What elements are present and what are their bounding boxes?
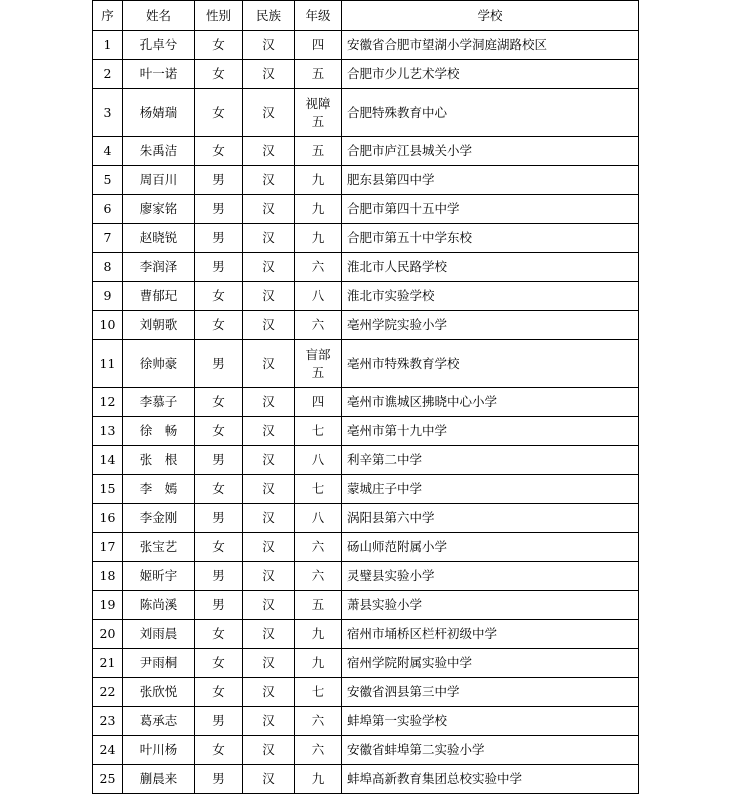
cell-school: 宿州市埇桥区栏杆初级中学: [342, 620, 639, 649]
cell-name: 叶一诺: [123, 60, 195, 89]
cell-ethnicity: 汉: [243, 388, 295, 417]
cell-ethnicity: 汉: [243, 137, 295, 166]
cell-grade: 九: [295, 224, 342, 253]
header-school: 学校: [342, 1, 639, 31]
cell-school: 亳州学院实验小学: [342, 311, 639, 340]
cell-no: 17: [93, 533, 123, 562]
cell-no: 2: [93, 60, 123, 89]
cell-ethnicity: 汉: [243, 765, 295, 794]
cell-no: 23: [93, 707, 123, 736]
header-no: 序: [93, 1, 123, 31]
cell-gender: 女: [195, 31, 243, 60]
cell-school: 安徽省泗县第三中学: [342, 678, 639, 707]
table-row: [93, 166, 639, 195]
table-row: [93, 31, 639, 60]
cell-no: 1: [93, 31, 123, 60]
cell-ethnicity: 汉: [243, 224, 295, 253]
cell-no: 15: [93, 475, 123, 504]
cell-grade: 四: [295, 31, 342, 60]
cell-grade: 视障 五: [295, 89, 342, 137]
cell-gender: 男: [195, 195, 243, 224]
cell-gender: 女: [195, 60, 243, 89]
cell-gender: 男: [195, 707, 243, 736]
header-gender: 性别: [195, 1, 243, 31]
cell-school: 蚌埠第一实验学校: [342, 707, 639, 736]
cell-no: 9: [93, 282, 123, 311]
cell-gender: 男: [195, 504, 243, 533]
cell-no: 7: [93, 224, 123, 253]
table-row: [93, 340, 639, 388]
cell-gender: 女: [195, 736, 243, 765]
cell-no: 6: [93, 195, 123, 224]
cell-grade: 九: [295, 765, 342, 794]
cell-no: 20: [93, 620, 123, 649]
cell-grade: 四: [295, 388, 342, 417]
cell-name: 张宝艺: [123, 533, 195, 562]
cell-ethnicity: 汉: [243, 707, 295, 736]
cell-ethnicity: 汉: [243, 31, 295, 60]
cell-name: 杨婧瑞: [123, 89, 195, 137]
cell-grade: 六: [295, 533, 342, 562]
cell-gender: 女: [195, 311, 243, 340]
cell-gender: 男: [195, 765, 243, 794]
cell-no: 13: [93, 417, 123, 446]
cell-no: 14: [93, 446, 123, 475]
cell-school: 安徽省蚌埠第二实验小学: [342, 736, 639, 765]
cell-grade: 八: [295, 504, 342, 533]
cell-grade: 盲部 五: [295, 340, 342, 388]
cell-name: 廖家铭: [123, 195, 195, 224]
cell-school: 砀山师范附属小学: [342, 533, 639, 562]
cell-grade: 七: [295, 417, 342, 446]
cell-no: 11: [93, 340, 123, 388]
cell-grade: 九: [295, 620, 342, 649]
cell-name: 徐 畅: [123, 417, 195, 446]
cell-no: 10: [93, 311, 123, 340]
cell-no: 25: [93, 765, 123, 794]
cell-no: 22: [93, 678, 123, 707]
table-row: [93, 707, 639, 736]
cell-ethnicity: 汉: [243, 282, 295, 311]
cell-grade: 七: [295, 678, 342, 707]
cell-name: 赵晓锐: [123, 224, 195, 253]
cell-school: 合肥市第四十五中学: [342, 195, 639, 224]
cell-no: 19: [93, 591, 123, 620]
cell-ethnicity: 汉: [243, 340, 295, 388]
cell-name: 张 根: [123, 446, 195, 475]
header-grade: 年级: [295, 1, 342, 31]
cell-school: 宿州学院附属实验中学: [342, 649, 639, 678]
cell-no: 3: [93, 89, 123, 137]
cell-no: 8: [93, 253, 123, 282]
table-row: [93, 475, 639, 504]
cell-ethnicity: 汉: [243, 649, 295, 678]
table-row: [93, 649, 639, 678]
cell-grade: 八: [295, 282, 342, 311]
cell-name: 刘雨晨: [123, 620, 195, 649]
table-row: [93, 591, 639, 620]
table-row: [93, 253, 639, 282]
cell-gender: 女: [195, 282, 243, 311]
cell-gender: 男: [195, 446, 243, 475]
table-row: [93, 224, 639, 253]
table-row: [93, 620, 639, 649]
cell-gender: 男: [195, 562, 243, 591]
cell-school: 肥东县第四中学: [342, 166, 639, 195]
cell-name: 张欣悦: [123, 678, 195, 707]
cell-ethnicity: 汉: [243, 311, 295, 340]
cell-school: 安徽省合肥市望湖小学洞庭湖路校区: [342, 31, 639, 60]
cell-ethnicity: 汉: [243, 446, 295, 475]
cell-school: 蒙城庄子中学: [342, 475, 639, 504]
cell-gender: 男: [195, 253, 243, 282]
table-row: [93, 765, 639, 794]
cell-school: 淮北市实验学校: [342, 282, 639, 311]
cell-grade: 九: [295, 166, 342, 195]
cell-grade: 七: [295, 475, 342, 504]
cell-no: 21: [93, 649, 123, 678]
cell-school: 合肥市第五十中学东校: [342, 224, 639, 253]
cell-gender: 男: [195, 166, 243, 195]
cell-school: 合肥市少儿艺术学校: [342, 60, 639, 89]
cell-name: 李 嫣: [123, 475, 195, 504]
cell-school: 淮北市人民路学校: [342, 253, 639, 282]
cell-ethnicity: 汉: [243, 475, 295, 504]
cell-name: 刘朝歌: [123, 311, 195, 340]
cell-name: 葛承志: [123, 707, 195, 736]
cell-ethnicity: 汉: [243, 678, 295, 707]
cell-school: 利辛第二中学: [342, 446, 639, 475]
cell-gender: 女: [195, 620, 243, 649]
table-row: [93, 388, 639, 417]
cell-school: 亳州市第十九中学: [342, 417, 639, 446]
cell-ethnicity: 汉: [243, 591, 295, 620]
cell-grade: 六: [295, 253, 342, 282]
cell-gender: 女: [195, 89, 243, 137]
cell-gender: 女: [195, 388, 243, 417]
cell-school: 涡阳县第六中学: [342, 504, 639, 533]
cell-ethnicity: 汉: [243, 504, 295, 533]
cell-grade: 九: [295, 649, 342, 678]
cell-ethnicity: 汉: [243, 195, 295, 224]
table-row: [93, 89, 639, 137]
table-row: [93, 533, 639, 562]
table-row: [93, 678, 639, 707]
table-row: [93, 137, 639, 166]
cell-school: 亳州市谯城区拂晓中心小学: [342, 388, 639, 417]
cell-ethnicity: 汉: [243, 60, 295, 89]
cell-name: 叶川杨: [123, 736, 195, 765]
cell-ethnicity: 汉: [243, 417, 295, 446]
cell-name: 朱禹洁: [123, 137, 195, 166]
cell-no: 12: [93, 388, 123, 417]
cell-ethnicity: 汉: [243, 736, 295, 765]
cell-name: 徐帅豪: [123, 340, 195, 388]
table-row: [93, 311, 639, 340]
cell-school: 灵璧县实验小学: [342, 562, 639, 591]
cell-no: 4: [93, 137, 123, 166]
cell-gender: 男: [195, 591, 243, 620]
table-row: [93, 60, 639, 89]
cell-name: 姬昕宇: [123, 562, 195, 591]
cell-school: 亳州市特殊教育学校: [342, 340, 639, 388]
cell-grade: 九: [295, 195, 342, 224]
table-row: [93, 195, 639, 224]
cell-ethnicity: 汉: [243, 620, 295, 649]
cell-school: 蚌埠高新教育集团总校实验中学: [342, 765, 639, 794]
cell-grade: 五: [295, 60, 342, 89]
table-header-row: [93, 1, 639, 31]
cell-no: 24: [93, 736, 123, 765]
cell-name: 曹郁玘: [123, 282, 195, 311]
cell-grade: 六: [295, 736, 342, 765]
cell-gender: 女: [195, 417, 243, 446]
cell-name: 李金刚: [123, 504, 195, 533]
table-row: [93, 282, 639, 311]
cell-ethnicity: 汉: [243, 166, 295, 195]
cell-ethnicity: 汉: [243, 562, 295, 591]
cell-gender: 女: [195, 475, 243, 504]
table-row: [93, 562, 639, 591]
header-name: 姓名: [123, 1, 195, 31]
cell-grade: 六: [295, 562, 342, 591]
cell-name: 尹雨桐: [123, 649, 195, 678]
cell-ethnicity: 汉: [243, 533, 295, 562]
cell-school: 合肥特殊教育中心: [342, 89, 639, 137]
header-ethnicity: 民族: [243, 1, 295, 31]
table-row: [93, 504, 639, 533]
cell-name: 孔卓兮: [123, 31, 195, 60]
cell-grade: 八: [295, 446, 342, 475]
cell-gender: 男: [195, 340, 243, 388]
table-row: [93, 417, 639, 446]
cell-gender: 女: [195, 649, 243, 678]
cell-name: 陈尚溪: [123, 591, 195, 620]
cell-gender: 女: [195, 678, 243, 707]
cell-school: 萧县实验小学: [342, 591, 639, 620]
table-row: [93, 446, 639, 475]
cell-name: 李慕子: [123, 388, 195, 417]
cell-grade: 五: [295, 137, 342, 166]
table-body: [93, 31, 639, 794]
cell-name: 蒯晨来: [123, 765, 195, 794]
cell-gender: 女: [195, 533, 243, 562]
cell-grade: 六: [295, 707, 342, 736]
cell-name: 周百川: [123, 166, 195, 195]
cell-no: 18: [93, 562, 123, 591]
cell-gender: 女: [195, 137, 243, 166]
cell-name: 李润泽: [123, 253, 195, 282]
cell-no: 5: [93, 166, 123, 195]
cell-grade: 五: [295, 591, 342, 620]
cell-grade: 六: [295, 311, 342, 340]
cell-school: 合肥市庐江县城关小学: [342, 137, 639, 166]
cell-ethnicity: 汉: [243, 253, 295, 282]
table-row: [93, 736, 639, 765]
student-roster-table: [92, 0, 639, 794]
cell-ethnicity: 汉: [243, 89, 295, 137]
cell-no: 16: [93, 504, 123, 533]
cell-gender: 男: [195, 224, 243, 253]
